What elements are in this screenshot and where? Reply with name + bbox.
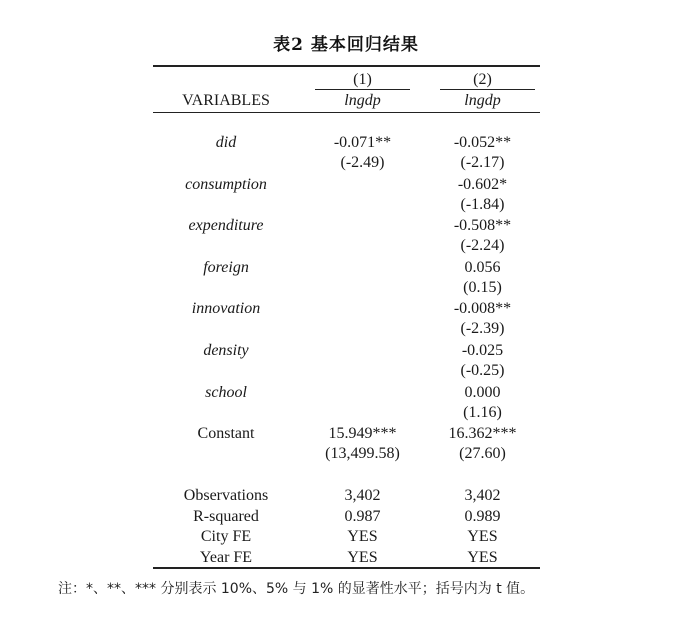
tstat-col2: (1.16) xyxy=(463,404,502,421)
header-rule xyxy=(153,112,540,113)
coef-col1 xyxy=(300,216,425,236)
variables-header: VARIABLES xyxy=(182,92,270,109)
top-rule xyxy=(153,65,540,67)
tstat-col1 xyxy=(300,236,425,256)
stat-col2: YES xyxy=(467,528,498,545)
stat-col1: 3,402 xyxy=(344,487,381,504)
tstat-col1 xyxy=(300,319,425,339)
tstat-col1 xyxy=(300,403,425,423)
tstat-col2: (-2.39) xyxy=(460,320,505,337)
coef-col2: -0.508** xyxy=(453,217,512,234)
stat-col2: YES xyxy=(467,549,498,566)
stat-label: City FE xyxy=(200,528,252,545)
coef-col1: 15.949*** xyxy=(328,425,397,442)
coef-col1 xyxy=(300,175,425,195)
col2-underline xyxy=(440,89,535,90)
coef-col2: -0.025 xyxy=(461,342,504,359)
row-label: consumption xyxy=(185,176,267,193)
table-note: 注：*、**、*** 分别表示 10%、5% 与 1% 的显著性水平；括号内为 t 值。 xyxy=(58,581,535,597)
stat-col1: YES xyxy=(347,549,378,566)
dep-var-1: lngdp xyxy=(344,92,381,109)
coef-col2: 0.056 xyxy=(464,259,501,276)
row-label: did xyxy=(215,134,237,151)
tstat-col2: (0.15) xyxy=(463,279,502,296)
stat-col1: YES xyxy=(347,528,378,545)
tstat-col2: (-1.84) xyxy=(460,196,505,213)
table-title: 表2 基本回归结果 xyxy=(273,35,419,55)
row-label: foreign xyxy=(203,259,249,276)
stat-col2: 0.989 xyxy=(464,508,501,525)
row-label: school xyxy=(205,384,247,401)
row-label: expenditure xyxy=(188,217,264,234)
tstat-col1: (13,499.58) xyxy=(325,445,400,462)
coef-col2: 0.000 xyxy=(464,384,501,401)
coef-col1 xyxy=(300,383,425,403)
coef-col2: -0.602* xyxy=(457,176,508,193)
tstat-col2: (27.60) xyxy=(459,445,506,462)
tstat-col2: (-0.25) xyxy=(460,362,505,379)
coef-col2: -0.052** xyxy=(453,134,512,151)
coef-col2: -0.008** xyxy=(453,300,512,317)
tstat-col1 xyxy=(300,278,425,298)
bottom-rule xyxy=(153,567,540,569)
coef-col1 xyxy=(300,258,425,278)
dep-var-2: lngdp xyxy=(464,92,501,109)
coef-col2: 16.362*** xyxy=(448,425,517,442)
tstat-col1: (-2.49) xyxy=(340,154,385,171)
tstat-col1 xyxy=(300,195,425,215)
row-label: innovation xyxy=(191,300,261,317)
coef-col1 xyxy=(300,299,425,319)
stat-label: R-squared xyxy=(193,508,259,525)
row-label: density xyxy=(203,342,249,359)
coef-col1 xyxy=(300,341,425,361)
tstat-col2: (-2.24) xyxy=(460,237,505,254)
stat-col1: 0.987 xyxy=(344,508,381,525)
col-number-1: (1) xyxy=(353,71,372,88)
col-number-2: (2) xyxy=(473,71,492,88)
coef-col1: -0.071** xyxy=(333,134,392,151)
stat-label: Year FE xyxy=(199,549,253,566)
row-label: Constant xyxy=(197,425,255,442)
stat-col2: 3,402 xyxy=(464,487,501,504)
tstat-col2: (-2.17) xyxy=(460,154,505,171)
tstat-col1 xyxy=(300,361,425,381)
col1-underline xyxy=(315,89,410,90)
stat-label: Observations xyxy=(183,487,269,504)
